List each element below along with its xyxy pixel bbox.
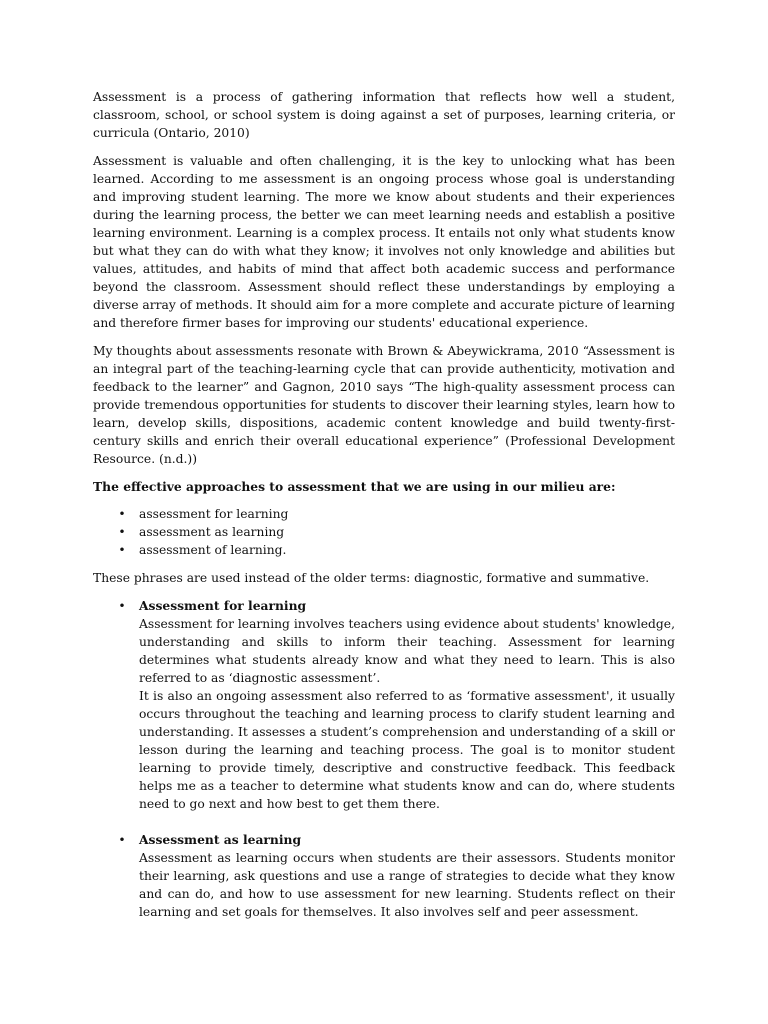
- bullet-icon: •: [118, 525, 126, 539]
- section-body: Assessment for learning involves teachers using evidence about students' knowledge, understanding and skills to inform their teaching. Assessment for learning determines what students already know and what they need to learn. This is also referred to as ‘diagnostic assessment’.: [139, 617, 675, 685]
- bullet-icon: •: [118, 507, 126, 521]
- list-item: [93, 541, 675, 559]
- bullet-icon: •: [118, 599, 126, 613]
- section-assessment-for-learning: [93, 597, 675, 813]
- bullet-icon: •: [118, 543, 126, 557]
- approaches-heading: The effective approaches to assessment that we are using in our milieu are:: [93, 479, 616, 494]
- list-item: [93, 523, 675, 541]
- approaches-list: [93, 505, 675, 559]
- list-item-text: assessment for learning: [139, 507, 289, 521]
- sections-list: [93, 597, 675, 921]
- section-assessment-as-learning: [93, 831, 675, 921]
- section-body: It is also an ongoing assessment also referred to as ‘formative assessment', it usually occurs throughout the teaching and learning process to clarify student learning and understanding. It assesses a student’s comprehension and understanding of a skill or lesson during the learning and teaching process. The goal is to monitor student learning to provide timely, descriptive and constructive feedback. This feedback helps me as a teacher to determine what students know and can do, where students need to go next and how best to get them there.: [139, 689, 675, 811]
- section-title: Assessment for learning: [139, 598, 307, 613]
- list-item-text: assessment as learning: [139, 525, 285, 539]
- section-title: Assessment as learning: [139, 832, 302, 847]
- thoughts-paragraph: My thoughts about assessments resonate with Brown & Abeywickrama, 2010 “Assessment is an integral part of the teaching-learning cycle that can provide authenticity, motivation and feedback to the learner” and Gagnon, 2010 says “The high-quality assessment process can provide tremendous opportunities for students to discover their learning styles, learn how to learn, develop skills, dispositions, academic content knowledge and build twenty-first-century skills and enrich their overall educational experience” (Professional Development Resource. (n.d.)): [93, 344, 675, 466]
- intro-paragraph: Assessment is a process of gathering information that reflects how well a student, classroom, school, or school system is doing against a set of purposes, learning criteria, or curricula (Ontario, 2010): [93, 90, 675, 140]
- list-item-text: assessment of learning.: [139, 543, 287, 557]
- list-item: [93, 505, 675, 523]
- bullet-icon: •: [118, 833, 126, 847]
- phrases-paragraph: These phrases are used instead of the older terms: diagnostic, formative and summative.: [93, 571, 650, 585]
- section-body: Assessment as learning occurs when students are their assessors. Students monitor their learning, ask questions and use a range of strategies to decide what they know and can do, and how to use assessment for new learning. Students reflect on their learning and set goals for themselves. It also involves self and peer assessment.: [139, 851, 675, 919]
- assessment-value-paragraph: Assessment is valuable and often challenging, it is the key to unlocking what has been learned. According to me assessment is an ongoing process whose goal is understanding and improving student learning. The more we know about students and their experiences during the learning process, the better we can meet learning needs and establish a positive learning environment. Learning is a complex process. It entails not only what students know but what they can do with what they know; it involves not only knowledge and abilities but values, attitudes, and habits of mind that affect both academic success and performance beyond the classroom. Assessment should reflect these understandings by employing a diverse array of methods. It should aim for a more complete and accurate picture of learning and therefore firmer bases for improving our students' educational experience.: [93, 154, 675, 330]
